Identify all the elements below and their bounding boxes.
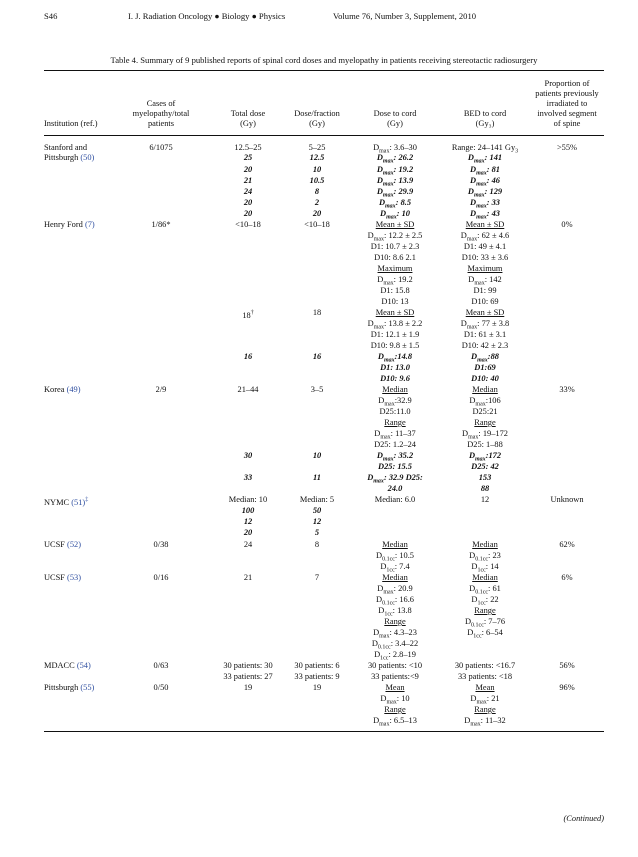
table-cell-bed: $D_{max}$: 142 — [468, 275, 502, 287]
table-cell-frac: 10 — [312, 165, 322, 174]
table-cell-cases: 0/38 — [153, 540, 169, 549]
table-cell-inst: UCSF (52) — [44, 540, 81, 549]
table-cell-bed: 88 — [480, 484, 490, 493]
table-cell-bed: Mean ± SD — [465, 220, 505, 229]
table-cell-cord: $D_{max}$: 10 — [380, 694, 410, 706]
table-cell-total: 33 — [243, 473, 253, 482]
table-cell-cord: 30 patients: <10 — [367, 661, 423, 670]
table-cell-bed: $D_{1cc}$: 6–54 — [467, 628, 503, 640]
table-cell-total: 21 — [243, 573, 253, 582]
table-cell-bed: Range — [474, 705, 496, 714]
reference-link[interactable]: (49) — [66, 385, 81, 394]
table-cell-bed: $D_{0.1cc}$: 23 — [469, 551, 501, 563]
table-cell-bed: Mean ± SD — [465, 308, 505, 317]
reference-link[interactable]: (51)‡ — [71, 497, 89, 507]
table-cell-inst: Pittsburgh (50) — [44, 153, 95, 162]
table-cell-cord: $D_{max}$: 10 — [380, 209, 410, 221]
table-cell-bed: $D_{max}$: 129 — [467, 187, 503, 199]
table-cell-bed: $D_{max}$: 77 ± 3.8 — [460, 319, 510, 331]
table-cell-bed: 153 — [478, 473, 492, 482]
table-cell-total: 19 — [243, 683, 253, 692]
table-cell-frac: Median: 5 — [299, 495, 335, 504]
table-cell-inst: Pittsburgh (55) — [44, 683, 95, 692]
table-cell-prop: 6% — [561, 573, 573, 582]
table-cell-frac: 30 patients: 6 — [294, 661, 340, 670]
table-cell-cord: $D_{max}$: 13.8 ± 2.2 — [367, 319, 423, 331]
journal-title: I. J. Radiation Oncology ● Biology ● Physics — [128, 11, 286, 21]
table-cell-cord: Mean ± SD — [375, 220, 415, 229]
table-cell-cord: Range — [384, 617, 406, 626]
table-cell-frac: 2 — [314, 198, 320, 207]
continued-note: (Continued) — [563, 814, 604, 823]
table-cell-cord: $D_{max}$: 29.9 — [376, 187, 414, 199]
table-cell-cord: $D_{0.1cc}$: 3.4–22 — [371, 639, 419, 651]
table-cell-bed: D25: 42 — [471, 462, 499, 471]
table-cell-inst: NYMC (51)‡ — [44, 497, 89, 507]
table-cell-frac: 5 — [314, 528, 320, 537]
table-cell-bed: Median — [472, 573, 498, 582]
table-cell-cord: Mean — [385, 683, 405, 692]
table-cell-cord: D25:11.0 — [379, 407, 411, 416]
table-cell-cord: D10: 13 — [381, 297, 409, 306]
table-cell-total: 33 patients: 27 — [223, 672, 273, 681]
table-cell-inst: Henry Ford (7) — [44, 220, 95, 229]
table-cell-cord: D25: 1.2–24 — [374, 440, 416, 449]
column-header-inst: Institution (ref.) — [44, 119, 98, 128]
table-cell-cord: $D_{max}$: 6.5–13 — [373, 716, 417, 728]
table-cell-total: 24 — [243, 540, 253, 549]
table-cell-cord: $D_{0.1cc}$: 16.6 — [376, 595, 414, 607]
table-cell-total: 12 — [243, 517, 253, 526]
table-cell-frac: 10 — [312, 451, 322, 460]
table-cell-cord: $D_{1cc}$: 13.8 — [378, 606, 412, 618]
table-cell-frac: 16 — [312, 352, 322, 361]
table-cell-total: 25 — [243, 153, 253, 162]
table-cell-total: 16 — [243, 352, 253, 361]
table-cell-frac: 20 — [312, 209, 322, 218]
table-cell-frac: 19 — [312, 683, 322, 692]
table-cell-frac: 5–25 — [308, 143, 326, 152]
table-cell-bed: $D_{max}$: 43 — [470, 209, 500, 221]
table-cell-bed: $D_{max}$: 19–172 — [462, 429, 508, 441]
table-cell-bed: D25:21 — [472, 407, 498, 416]
table-cell-cord: D1: 15.8 — [380, 286, 410, 295]
table-cell-total: 20 — [243, 209, 253, 218]
table-cell-total: 18† — [242, 310, 254, 320]
table-bottom-rule — [44, 731, 604, 732]
table-cell-bed: D10: 69 — [471, 297, 499, 306]
table-cell-frac: 50 — [312, 506, 322, 515]
table-cell-bed: 30 patients: <16.7 — [454, 661, 516, 670]
table-cell-prop: 62% — [559, 540, 575, 549]
table-cell-bed: 12 — [480, 495, 490, 504]
table-cell-bed: D1:69 — [474, 363, 496, 372]
table-cell-cord: $D_{1cc}$: 7.4 — [380, 562, 410, 574]
table-cell-bed: $D_{max}$: 62 ± 4.6 — [460, 231, 510, 243]
table-cell-cord: Median — [382, 540, 408, 549]
page-number: S46 — [44, 11, 58, 21]
table-cell-bed: 33 patients: <18 — [457, 672, 513, 681]
table-cell-frac: 10.5 — [309, 176, 325, 185]
table-cell-inst: UCSF (53) — [44, 573, 81, 582]
table-cell-bed: $D_{max}:106$ — [469, 396, 501, 408]
table-cell-cord: D10: 9.8 ± 1.5 — [370, 341, 420, 350]
table-cell-total: Median: 10 — [228, 495, 268, 504]
table-cell-cases: 0/63 — [153, 661, 169, 670]
table-cell-prop: >55% — [556, 143, 578, 152]
reference-link[interactable]: (54) — [76, 661, 91, 670]
table-cell-cord: Median: 6.0 — [374, 495, 416, 504]
table-cell-cord: Mean ± SD — [375, 308, 415, 317]
table-cell-cases: 0/50 — [153, 683, 169, 692]
table-cell-total: 21–44 — [237, 385, 259, 394]
table-cell-cord: Median — [382, 573, 408, 582]
table-cell-cord: $D_{max}$: 26.2 — [376, 153, 414, 165]
table-cell-prop: 33% — [559, 385, 575, 394]
table-cell-total: 100 — [241, 506, 255, 515]
column-header-cases: Cases of myelopathy/total patients — [132, 99, 190, 128]
table-cell-frac: <10–18 — [304, 220, 330, 229]
table-cell-cord: $D_{max}$: 19.2 — [376, 165, 414, 177]
table-cell-total: 12.5–25 — [234, 143, 262, 152]
column-header-cord: Dose to cord (Gy) — [373, 109, 417, 128]
table-cell-cord: $D_{max}:32.9$ — [378, 396, 412, 408]
table-cell-bed: $D_{max}$: 141 — [467, 153, 503, 165]
table-cell-cord: Range — [384, 705, 406, 714]
table-cell-total: 20 — [243, 165, 253, 174]
table-cell-bed: $D_{max}$: 11–32 — [464, 716, 506, 728]
table-cell-cord: D10: 8.6 2.1 — [374, 253, 416, 262]
table-cell-frac: 18 — [312, 308, 322, 317]
table-cell-cord: 33 patients:<9 — [371, 672, 419, 681]
table-cell-bed: $D_{max}$: 33 — [470, 198, 500, 210]
table-cell-bed: Median — [472, 540, 498, 549]
table-cell-bed: Median — [472, 385, 498, 394]
table-cell-cases: 6/1075 — [149, 143, 173, 152]
table-cell-total: 30 patients: 30 — [223, 661, 273, 670]
table-cell-bed: Range: 24–141 $Gy_3$ — [451, 143, 519, 155]
table-cell-bed: $D_{max}$: 46 — [470, 176, 500, 188]
table-cell-total: 24 — [243, 187, 253, 196]
table-cell-bed: D10: 42 ± 2.3 — [461, 341, 509, 350]
table-top-rule — [44, 70, 604, 71]
table-cell-cord: $D_{max}$: 11–37 — [374, 429, 416, 441]
table-cell-inst: Stanford and — [44, 143, 88, 152]
table-cell-bed: Range — [474, 418, 496, 427]
table-cell-frac: 33 patients: 9 — [294, 672, 340, 681]
table-cell-prop: 56% — [559, 661, 575, 670]
table-cell-bed: Maximum — [467, 264, 503, 273]
table-cell-cord: $D_{max}$: 4.3–23 — [373, 628, 417, 640]
table-cell-bed: Mean — [475, 683, 495, 692]
table-cell-cord: $D_{max}$: 19.2 — [377, 275, 413, 287]
table-cell-cord: D1: 10.7 ± 2.3 — [370, 242, 420, 251]
table-cell-total: 20 — [243, 528, 253, 537]
table-cell-frac: 3–5 — [310, 385, 324, 394]
column-header-prop: Proportion of patients previously irradiated to involved segment of spine — [535, 79, 599, 128]
reference-link[interactable]: (50) — [80, 153, 95, 162]
table-cell-cord: Maximum — [377, 264, 413, 273]
table-cell-cord: 24.0 — [387, 484, 403, 493]
table-cell-bed: D25: 1–88 — [467, 440, 503, 449]
table-cell-cord: $D_{max}$: 13.9 — [376, 176, 414, 188]
table-cell-cord: D1: 13.0 — [380, 363, 410, 372]
header-bottom-rule — [44, 135, 604, 136]
table-cell-bed: $D_{0.1cc}$: 61 — [469, 584, 501, 596]
table-cell-bed: $D_{1cc}$: 14 — [471, 562, 499, 574]
table-cell-bed: $D_{max}:172$ — [468, 451, 502, 463]
reference-link[interactable]: (7) — [84, 220, 95, 229]
table-cell-bed: Range — [474, 606, 496, 615]
column-header-total: Total dose (Gy) — [230, 109, 266, 128]
table-cell-total: <10–18 — [235, 220, 261, 229]
table-cell-cord: $D_{max}$: 20.9 — [377, 584, 413, 596]
table-cell-bed: D1: 61 ± 3.1 — [463, 330, 507, 339]
table-cell-cord: $D_{1cc}$: 2.8–19 — [374, 650, 416, 662]
table-cell-total: 30 — [243, 451, 253, 460]
table-cell-prop: 0% — [561, 220, 573, 229]
table-cell-total: 20 — [243, 198, 253, 207]
column-header-frac: Dose/fraction (Gy) — [294, 109, 340, 128]
table-caption: Table 4. Summary of 9 published reports of spinal cord doses and myelopathy in patients receiving stereotactic radiosurgery — [110, 55, 538, 65]
volume-info: Volume 76, Number 3, Supplement, 2010 — [333, 11, 477, 21]
table-cell-frac: 11 — [313, 473, 321, 482]
table-cell-cord: D10: 9.6 — [380, 374, 410, 383]
table-cell-frac: 12.5 — [309, 153, 325, 162]
table-cell-prop: Unknown — [550, 495, 584, 504]
table-cell-cord: $D_{max}$: 3.6–30 — [373, 143, 417, 155]
table-cell-prop: 96% — [559, 683, 575, 692]
table-cell-inst: MDACC (54) — [44, 661, 91, 670]
reference-link[interactable]: (52) — [67, 540, 81, 549]
table-cell-cord: D1: 12.1 ± 1.9 — [370, 330, 420, 339]
table-cell-bed: D1: 99 — [473, 286, 497, 295]
table-cell-cord: $D_{max}$: 8.5 — [378, 198, 412, 210]
table-cell-bed: $D_{max}$: 21 — [470, 694, 500, 706]
table-cell-cases: 0/16 — [153, 573, 169, 582]
table-cell-bed: $D_{max}:88$ — [471, 352, 499, 364]
reference-link[interactable]: (55) — [80, 683, 95, 692]
table-cell-cord: $D_{max}$: 12.2 ± 2.5 — [367, 231, 423, 243]
table-cell-bed: D10: 33 ± 3.6 — [461, 253, 509, 262]
table-cell-cord: $D_{max}$: 32.9 D25: — [367, 473, 423, 485]
table-cell-cord: $D_{0.1cc}$: 10.5 — [376, 551, 414, 563]
table-cell-cord: Range — [384, 418, 406, 427]
table-cell-cord: Median — [382, 385, 408, 394]
table-cell-cases: 2/9 — [155, 385, 167, 394]
table-cell-bed: $D_{max}$: 81 — [470, 165, 500, 177]
table-cell-frac: 8 — [314, 187, 320, 196]
table-cell-cord: D25: 15.5 — [378, 462, 412, 471]
table-cell-frac: 8 — [314, 540, 320, 549]
table-cell-frac: 7 — [314, 573, 320, 582]
table-cell-cord: $D_{max}$: 35.2 — [376, 451, 414, 463]
reference-link[interactable]: (53) — [67, 573, 81, 582]
table-cell-bed: D10: 40 — [471, 374, 499, 383]
table-cell-cases: 1/86* — [151, 220, 171, 229]
table-cell-cord: $D_{max}:14.8$ — [377, 352, 413, 364]
column-header-bed: BED to cord (Gy₃) — [463, 109, 507, 128]
table-cell-bed: $D_{1cc}$: 22 — [471, 595, 499, 607]
table-cell-inst: Korea (49) — [44, 385, 81, 394]
table-cell-bed: D1: 49 ± 4.1 — [463, 242, 507, 251]
table-cell-bed: $D_{0.1cc}$: 7–76 — [464, 617, 506, 629]
table-cell-frac: 12 — [312, 517, 322, 526]
table-cell-total: 21 — [243, 176, 253, 185]
